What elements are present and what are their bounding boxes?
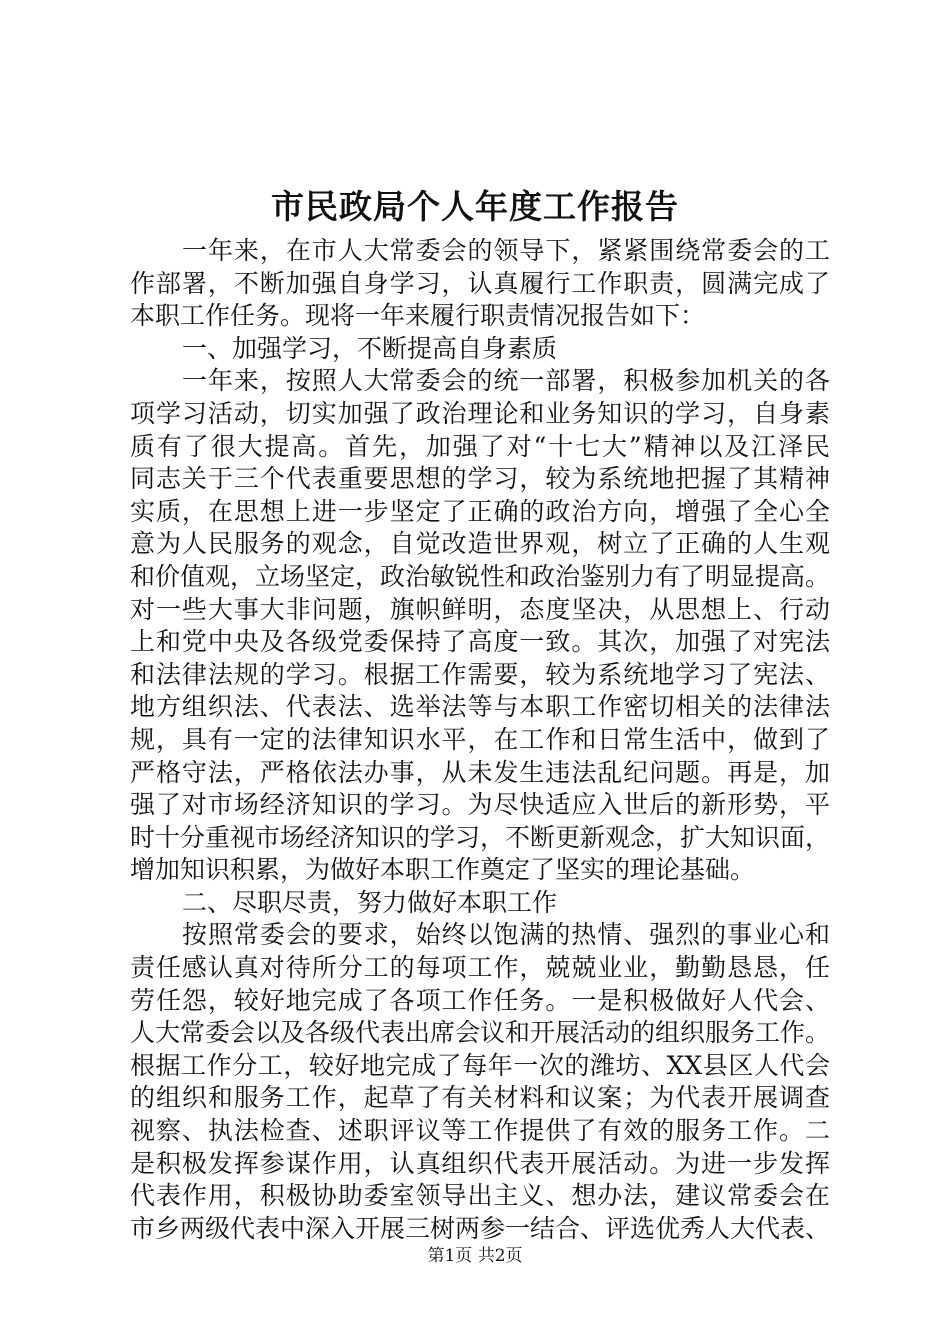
text-line: 严格守法，严格依法办事，从未发生违法乱纪问题。再是，加 [130,757,830,787]
text-line: 市乡两级代表中深入开展三树两参一结合、评选优秀人大代表、 [130,1213,831,1243]
text-line: 是积极发挥参谋作用，认真组织代表开展活动。为进一步发挥 [130,1148,830,1178]
text-line: 地方组织法、代表法、选举法等与本职工作密切相关的法律法 [130,692,830,722]
text-line: 同志关于三个代表重要思想的学习，较为系统地把握了其精神 [130,464,830,494]
text-line: 责任感认真对待所分工的每项工作，兢兢业业，勤勤恳恳，任 [130,953,830,983]
document-body [130,235,830,1245]
text-line: 增加知识积累，为做好本职工作奠定了坚实的理论基础。 [130,855,756,885]
text-line: 本职工作任务。现将一年来履行职责情况报告如下： [130,301,706,331]
text-line: 劳任怨，较好地完成了各项工作任务。一是积极做好人代会、 [130,985,830,1015]
text-line: 实质，在思想上进一步坚定了正确的政治方向，增强了全心全 [130,496,830,526]
text-line: 二、尽职尽责，努力做好本职工作 [182,887,558,917]
text-line: 质有了很大提高。首先，加强了对“十七大”精神以及江泽民 [130,431,830,461]
text-line: 对一些大事大非问题，旗帜鲜明，态度坚决，从思想上、行动 [130,594,830,624]
text-line: 意为人民服务的观念，自觉改造世界观，树立了正确的人生观 [130,529,830,559]
text-line: 时十分重视市场经济知识的学习，不断更新观念，扩大知识面， [130,822,831,852]
text-line: 按照常委会的要求，始终以饱满的热情、强烈的事业心和 [182,920,830,950]
text-line: 的组织和服务工作，起草了有关材料和议案；为代表开展调查 [130,1083,830,1113]
text-line: 作部署，不断加强自身学习，认真履行工作职责，圆满完成了 [130,268,830,298]
text-line: 和法律法规的学习。根据工作需要，较为系统地学习了宪法、 [130,659,830,689]
text-line: 规，具有一定的法律知识水平，在工作和日常生活中，做到了 [130,724,830,754]
text-line: 强了对市场经济知识的学习。为尽快适应入世后的新形势，平 [130,790,830,820]
text-line: 根据工作分工，较好地完成了每年一次的潍坊、XX县区人代会 [130,1050,830,1080]
text-line: 代表作用，积极协助委室领导出主义、想办法，建议常委会在 [130,1181,830,1211]
text-line: 项学习活动，切实加强了政治理论和业务知识的学习，自身素 [130,398,830,428]
text-line: 一年来，按照人大常委会的统一部署，积极参加机关的各 [182,366,830,396]
text-line: 上和党中央及各级党委保持了高度一致。其次，加强了对宪法 [130,627,830,657]
text-line: 视察、执法检查、述职评议等工作提供了有效的服务工作。二 [130,1116,830,1146]
text-line: 一年来，在市人大常委会的领导下，紧紧围绕常委会的工 [182,236,830,265]
document-title: 市民政局个人年度工作报告 [271,187,679,226]
text-line: 人大常委会以及各级代表出席会议和开展活动的组织服务工作。 [130,1018,831,1048]
text-line: 一、加强学习，不断提高自身素质 [182,333,558,363]
page-footer: 第1页 共2页 [427,1246,523,1266]
text-line: 和价值观，立场坚定，政治敏锐性和政治鉴别力有了明显提高。 [130,561,831,591]
